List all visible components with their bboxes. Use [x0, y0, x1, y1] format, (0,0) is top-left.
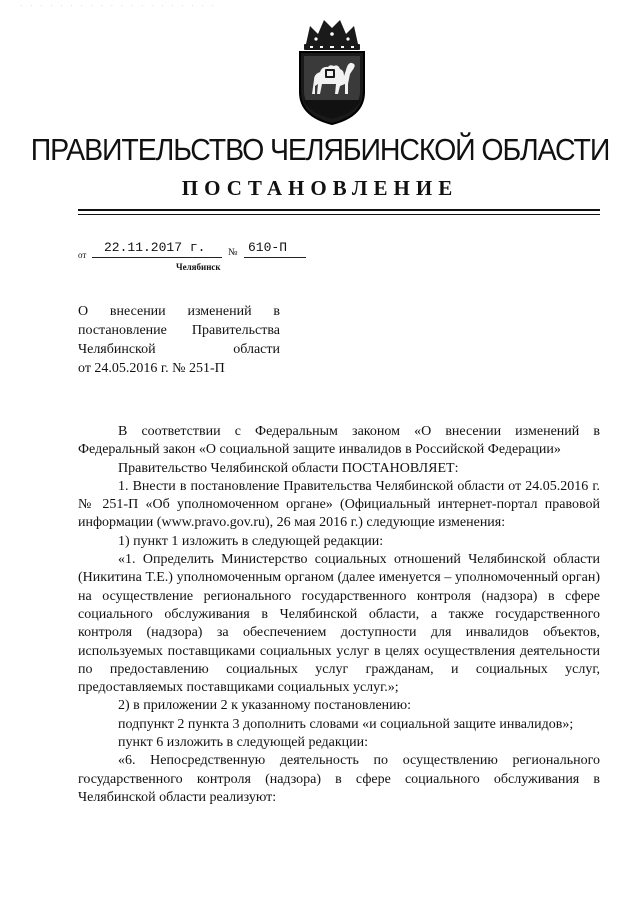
subject-line: постановление Правительства: [78, 323, 280, 338]
resolves-paragraph: Правительство Челябинской области ПОСТАНОВЛЯЕТ:: [118, 460, 459, 476]
document-type: ПОСТАНОВЛЕНИЕ: [181, 176, 459, 200]
document-meta: [78, 240, 338, 264]
city-label: Челябинск: [176, 262, 221, 272]
body-paragraph: пункт 6 изложить в следующей редакции:: [118, 735, 368, 751]
coat-of-arms-icon: [292, 14, 372, 126]
subject-line: от 24.05.2016 г. № 251-П: [78, 361, 225, 376]
document-date: 22.11.2017 г.: [92, 240, 222, 258]
header-rule-thick: [78, 209, 600, 211]
government-title: ПРАВИТЕЛЬСТВО ЧЕЛЯБИНСКОЙ ОБЛАСТИ: [30, 132, 610, 167]
header-rule-thin: [78, 214, 600, 215]
subject-block: [78, 302, 280, 378]
body-paragraph: «6. Непосредственную деятельность по осуществлению регионального государственного контроля (надзора) в сфере социального обслуживания в Челябинской области реализуют:: [78, 753, 600, 805]
subject-line: Челябинской области: [78, 342, 280, 357]
document-body: [78, 423, 600, 807]
body-paragraph: подпункт 2 пункта 3 дополнить словами «и социальной защите инвалидов»;: [118, 716, 574, 732]
preamble-paragraph: В соответствии с Федеральным законом «О внесении изменений в Федеральный закон «О социальной защите инвалидов в Российской Федерации»: [78, 424, 600, 458]
number-sign: №: [228, 247, 238, 258]
document-number: 610-П: [244, 240, 306, 258]
body-paragraph: 2) в приложении 2 к указанному постановлению:: [118, 698, 412, 714]
body-paragraph: «1. Определить Министерство социальных отношений Челябинской области (Никитина Т.Е.) уполномоченным органом (далее именуется – уполномоченный орган) на осуществление регионального государственного контроля (надзора) в сфере социального обслуживания в Челябинской области, а также государственного контроля (надзора) за обеспечением доступности для инвалидов объектов, используемых поставщиками социальных услуг в целях осуществления деятельности по предоставлению социальных услуг гражданам, и социальных услуг, предоставляемых поставщиками социальных услуг.»;: [78, 552, 600, 696]
scan-noise: · · · · · · · · · · · · · · · · · · · ·: [20, 2, 217, 10]
body-paragraph: 1. Внести в постановление Правительства Челябинской области от 24.05.2016 г. № 251-П «Об уполномоченном органе» (Официальный интернет-портал правовой информации (www.pravo.gov.ru), 26 мая 2016 г.) следующие изменения:: [78, 478, 600, 531]
body-paragraph: 1) пункт 1 изложить в следующей редакции:: [118, 533, 384, 549]
date-prefix: от: [78, 250, 87, 260]
subject-line: О внесении изменений в: [78, 304, 280, 319]
